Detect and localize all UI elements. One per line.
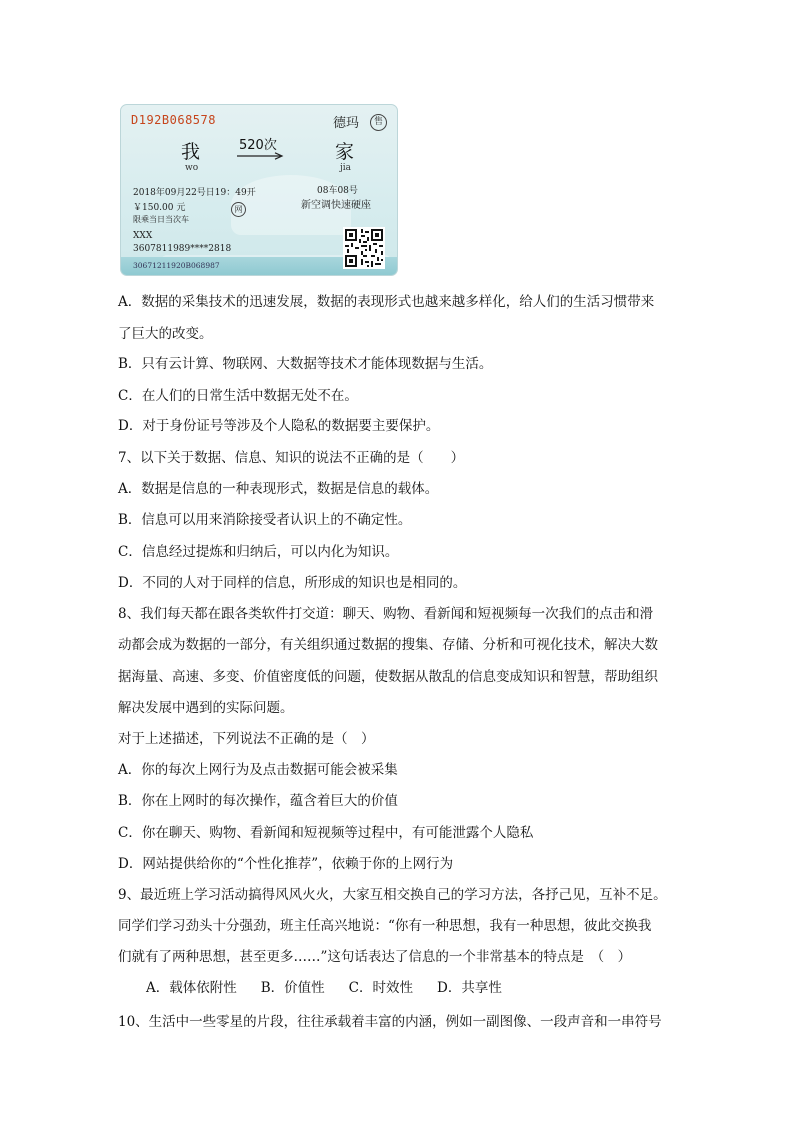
ticket-net-mark: 网	[231, 202, 246, 217]
option-8b: B．你在上网时的每次操作，蕴含着巨大的价值	[118, 793, 398, 809]
ticket-datetime: 2018年09月22号日19：49开	[133, 188, 256, 198]
option-7b: B．信息可以用来消除接受者认识上的不确定性。	[118, 512, 412, 528]
train-ticket-image	[120, 104, 398, 276]
option-9c: C．时效性	[348, 980, 414, 996]
option-7d: D．不同的人对于同样的信息，所形成的知识也是相同的。	[118, 575, 467, 591]
question-8-prompt: 对于上述描述，下列说法不正确的是（ ）	[118, 731, 375, 747]
ticket-price: ￥150.00 元	[133, 203, 186, 213]
option-8d: D．网站提供给你的“个性化推荐”，依赖于你的上网行为	[118, 856, 454, 872]
ticket-station-name: 德玛	[333, 116, 360, 131]
option-6a-line2: 了巨大的改变。	[118, 326, 213, 342]
ticket-seat-type: 新空调快速硬座	[301, 200, 371, 211]
qr-code-icon	[343, 227, 385, 269]
option-6a-line1: A．数据的采集技术的迅速发展，数据的表现形式也越来越多样化，给人们的生活习惯带来	[118, 294, 655, 310]
question-8-line3: 据海量、高速、多变、价值密度低的问题，使数据从散乱的信息变成知识和智慧，帮助组织	[118, 669, 658, 685]
option-6b: B．只有云计算、物联网、大数据等技术才能体现数据与生活。	[118, 356, 493, 372]
option-8c: C．你在聊天、购物、看新闻和短视频等过程中，有可能泄露个人隐私	[118, 825, 534, 841]
ticket-sell-mark: 售	[370, 114, 387, 131]
ticket-passenger-name: XXX	[133, 231, 153, 241]
option-7a: A．数据是信息的一种表现形式，数据是信息的载体。	[118, 481, 439, 497]
ticket-car-seat: 08车08号	[317, 186, 358, 196]
question-8-line4: 解决发展中遇到的实际问题。	[118, 700, 294, 716]
question-8-line1: 8、我们每天都在跟各类软件打交道：聊天、购物、看新闻和短视频每一次我们的点击和滑	[118, 606, 654, 622]
ticket-from-pinyin: wo	[185, 163, 199, 173]
question-9-line2: 同学们学习劲头十分强劲，班主任高兴地说：“你有一种思想，我有一种思想，彼此交换我	[118, 918, 652, 934]
ticket-to-station: 家	[335, 141, 355, 163]
question-9-line3: 们就有了两种思想，甚至更多……”这句话表达了信息的一个非常基本的特点是 （ ）	[118, 949, 632, 965]
ticket-code: D192B068578	[131, 113, 216, 127]
option-8a: A．你的每次上网行为及点击数据可能会被采集	[118, 762, 398, 778]
ticket-from-station: 我	[181, 141, 201, 163]
question-9-line1: 9、最近班上学习活动搞得风风火火，大家互相交换自己的学习方法，各抒己见，互补不足。	[118, 887, 667, 903]
ticket-id-number: 3607811989****2818	[133, 244, 232, 254]
option-9b: B．价值性	[260, 980, 325, 996]
ticket-limit-note: 限乘当日当次车	[133, 215, 189, 224]
arrow-right-icon	[235, 152, 285, 160]
option-7c: C．信息经过提炼和归纳后，可以内化为知识。	[118, 544, 399, 560]
question-7: 7、以下关于数据、信息、知识的说法不正确的是（ ）	[118, 450, 465, 466]
option-9a: A．载体依附性	[146, 980, 237, 996]
option-6d: D．对于身份证号等涉及个人隐私的数据要主要保护。	[118, 418, 440, 434]
question-10-line1: 10、生活中一些零星的片段，往往承载着丰富的内涵，例如一副图像、一段声音和一串符号	[118, 1014, 662, 1030]
question-8-line2: 动都会成为数据的一部分，有关组织通过数据的搜集、存储、分析和可视化技术，解决大数	[118, 637, 658, 653]
ticket-train-number: 520次	[239, 138, 277, 153]
option-6c: C．在人们的日常生活中数据无处不在。	[118, 388, 358, 404]
ticket-serial-number: 30671211920B068987	[133, 261, 220, 270]
option-9d: D．共享性	[437, 980, 502, 996]
ticket-to-pinyin: jia	[340, 163, 352, 173]
question-9-options	[146, 976, 526, 996]
